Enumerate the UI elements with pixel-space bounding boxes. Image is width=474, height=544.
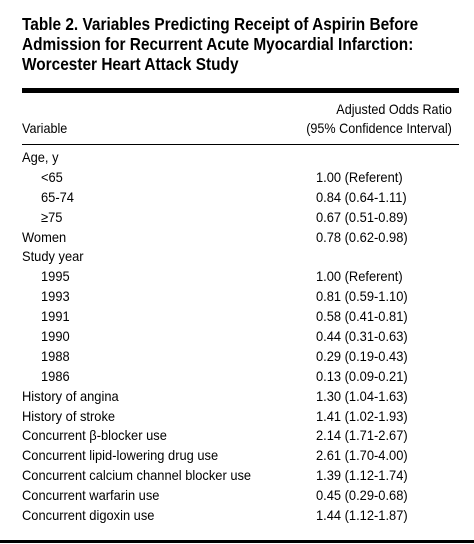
table-row xyxy=(0,407,474,427)
row-value: 0.45 (0.29-0.68) xyxy=(316,487,408,504)
row-label: 1993 xyxy=(41,288,70,305)
row-value: 1.44 (1.12-1.87) xyxy=(316,507,408,524)
row-value: 0.29 (0.19-0.43) xyxy=(316,347,408,364)
column-header-odds-ratio-line-1: Adjusted Odds Ratio xyxy=(336,101,452,117)
table-row xyxy=(0,327,474,347)
table-row xyxy=(0,267,474,287)
table-row xyxy=(0,287,474,307)
table-row xyxy=(0,347,474,367)
table-row xyxy=(0,307,474,327)
row-label: 1991 xyxy=(41,308,70,325)
row-label: Women xyxy=(22,228,67,245)
row-value: 2.14 (1.71-2.67) xyxy=(316,427,408,444)
row-value: 0.67 (0.51-0.89) xyxy=(316,208,408,225)
row-value: 0.84 (0.64-1.11) xyxy=(316,188,407,205)
table-title-line-2: Admission for Recurrent Acute Myocardial Infarction: xyxy=(22,34,414,54)
row-label: 1986 xyxy=(41,367,70,384)
row-value: 1.41 (1.02-1.93) xyxy=(316,407,408,424)
table-row xyxy=(0,466,474,486)
row-label: History of stroke xyxy=(22,407,116,424)
row-label: 1990 xyxy=(41,328,70,345)
row-label: <65 xyxy=(41,168,63,185)
table-row xyxy=(0,486,474,506)
header-rule xyxy=(22,144,459,145)
row-label: Study year xyxy=(22,248,84,265)
table-body xyxy=(0,148,474,526)
row-label: Concurrent lipid-lowering drug use xyxy=(22,447,219,464)
row-value: 1.39 (1.12-1.74) xyxy=(316,467,408,484)
table-row xyxy=(0,506,474,526)
row-value: 0.44 (0.31-0.63) xyxy=(316,328,408,345)
column-header-odds-ratio-line-2: (95% Confidence Interval) xyxy=(306,120,452,136)
row-label: Concurrent warfarin use xyxy=(22,487,160,504)
table-row xyxy=(0,387,474,407)
top-rule xyxy=(22,88,459,93)
row-label: 1995 xyxy=(41,268,70,285)
table-row xyxy=(0,168,474,188)
table-row xyxy=(0,426,474,446)
column-header-variable: Variable xyxy=(22,120,68,136)
table-title xyxy=(22,14,419,74)
table-row xyxy=(0,247,474,267)
row-value: 2.61 (1.70-4.00) xyxy=(316,447,408,464)
table-row xyxy=(0,367,474,387)
row-value: 0.81 (0.59-1.10) xyxy=(316,288,408,305)
table-row xyxy=(0,208,474,228)
row-value: 0.13 (0.09-0.21) xyxy=(316,367,408,384)
row-label: ≥75 xyxy=(41,208,63,225)
table-row xyxy=(0,228,474,248)
row-value: 0.78 (0.62-0.98) xyxy=(316,228,408,245)
table-title-line-3: Worcester Heart Attack Study xyxy=(22,54,239,74)
row-label: Concurrent digoxin use xyxy=(22,507,155,524)
row-label: Age, y xyxy=(22,149,59,165)
row-value: 0.58 (0.41-0.81) xyxy=(316,308,408,325)
row-label: Concurrent calcium channel blocker use xyxy=(22,467,252,484)
table-row xyxy=(0,446,474,466)
row-label: 1988 xyxy=(41,347,70,364)
row-label: History of angina xyxy=(22,387,119,404)
row-value: 1.00 (Referent) xyxy=(316,268,403,285)
row-label: Concurrent β-blocker use xyxy=(22,427,167,444)
row-label: 65-74 xyxy=(41,188,74,205)
column-header-odds-ratio xyxy=(306,100,452,138)
bottom-rule xyxy=(0,540,474,543)
table-row xyxy=(0,148,474,168)
row-value: 1.30 (1.04-1.63) xyxy=(316,387,408,404)
table-title-line-1: Table 2. Variables Predicting Receipt of Aspirin Before xyxy=(22,14,419,34)
row-value: 1.00 (Referent) xyxy=(316,168,403,185)
table-row xyxy=(0,188,474,208)
